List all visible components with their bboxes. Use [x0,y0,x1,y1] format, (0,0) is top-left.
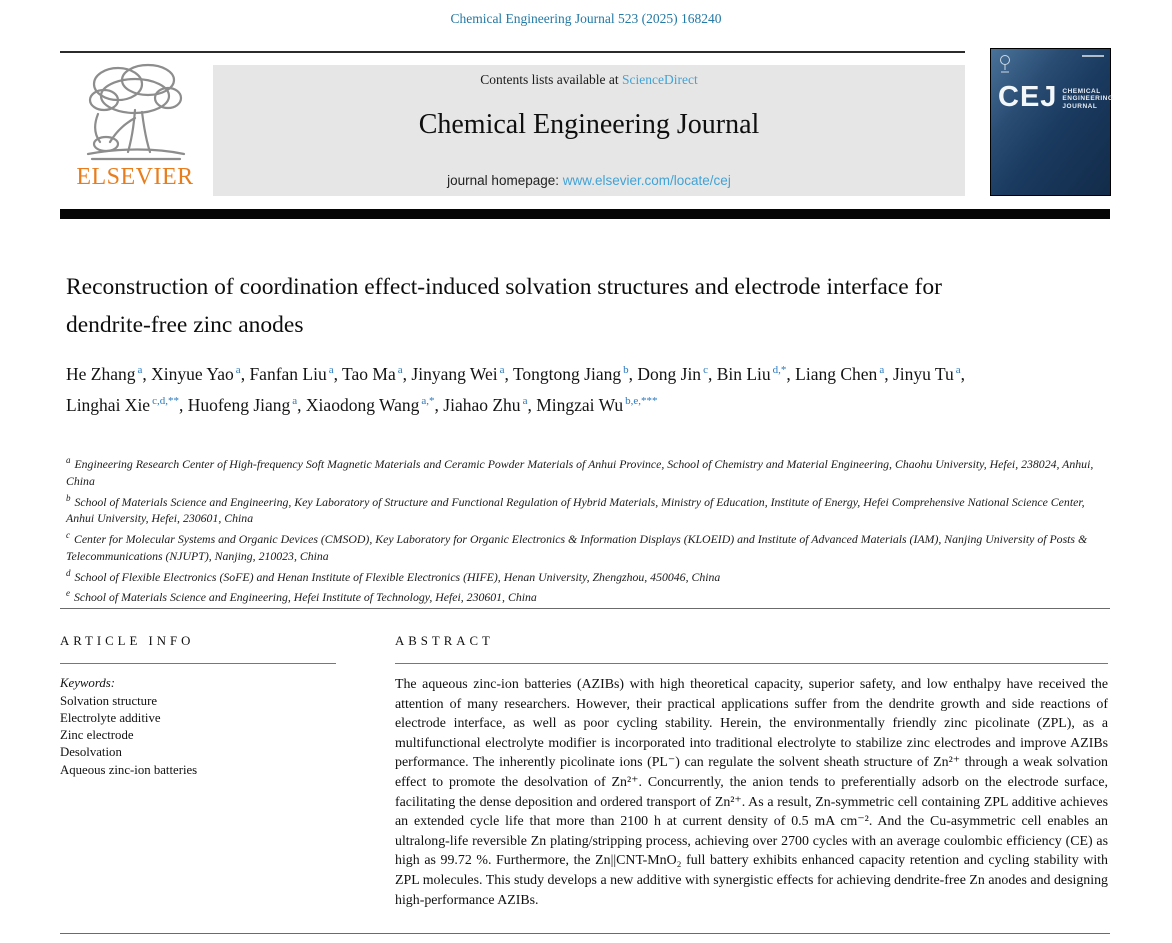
keywords-label: Keywords: [60,676,115,690]
author[interactable] [306,395,443,415]
keyword: Desolvation [60,745,122,760]
keyword: Solvation structure [60,693,158,708]
affiliation-list [66,452,1108,606]
author[interactable] [249,364,342,384]
contents-text: Contents lists available at [480,72,622,87]
cover-journal-name-line: JOURNAL [1062,102,1098,110]
author-separator: , [884,363,893,384]
elsevier-logo[interactable] [62,58,208,198]
elsevier-tree-icon [80,58,190,166]
author-name: Tao Ma [342,363,396,384]
author-separator: , [504,363,513,384]
author-name: Jiahao Zhu [443,395,521,416]
cover-issue-text [1082,55,1104,57]
author-affil-marker[interactable]: a [397,364,403,376]
keyword: Zinc electrode [60,728,134,743]
author-separator: , [786,363,796,384]
affiliation-text: School of Materials Science and Engineering, Key Laboratory of Structure and Functional Regulation of Hybrid Materials, Ministry of Education, Institute of Energy, Hefei Comprehensive National Science Center, Anhui University, Hefei, 230601, China [66,494,1085,526]
author[interactable] [637,364,716,384]
cover-initials: CEJ [998,81,1058,113]
article-info-heading: ARTICLE INFO [60,634,195,648]
author-name: Fanfan Liu [249,363,327,384]
author-name: Xinyue Yao [151,363,234,384]
author-affil-marker[interactable]: b [623,364,629,376]
author-name: He Zhang [66,363,136,384]
author-affil-marker[interactable]: c,d,** [152,395,179,408]
cover-elsevier-emblem-icon [998,54,1012,74]
author-name: Jinyu Tu [892,363,954,384]
article-info-section [60,634,336,779]
author-affil-marker[interactable]: d,* [772,364,787,376]
author-affil-marker[interactable]: b,e,*** [625,395,658,408]
cover-journal-name-line: CHEMICAL [1062,87,1101,95]
author-separator: , [333,363,343,384]
affiliation-text: School of Flexible Electronics (SoFE) and Henan Institute of Flexible Electronics (HIFE), Henan University, Zhengzhou, 450046, China [74,569,721,584]
author[interactable] [342,364,411,384]
author[interactable] [536,395,657,415]
author-affil-marker[interactable]: a [137,364,143,376]
author-affil-marker[interactable]: a [955,364,961,376]
affiliation-marker: a [66,455,71,465]
author-separator: , [434,395,444,416]
journal-cover-thumbnail[interactable] [990,48,1114,196]
cover-title-block [998,83,1113,112]
author[interactable] [795,364,893,384]
author-list [66,357,981,420]
abstract-rule [395,663,1108,664]
author-name: Xiaodong Wang [305,395,420,416]
author[interactable] [188,395,306,415]
author-name: Huofeng Jiang [187,395,291,416]
author[interactable] [893,364,965,384]
affiliation-marker: b [66,492,71,503]
bottom-rule [60,933,1110,934]
keyword: Aqueous zinc-ion batteries [60,762,198,777]
top-rule [60,51,965,53]
author[interactable] [66,395,188,415]
author-separator: , [628,363,638,384]
abstract-section [395,634,1108,910]
author-separator: , [527,395,537,416]
author-name: Linghai Xie [66,395,151,416]
author-separator: , [240,363,250,384]
author-affil-marker[interactable]: a [292,395,298,408]
author[interactable] [443,395,536,415]
affiliation-text: School of Materials Science and Engineering, Hefei Institute of Technology, Hefei, 230601, China [73,590,537,605]
author[interactable] [717,364,795,384]
abstract-heading: ABSTRACT [395,634,494,648]
affiliation [66,452,1108,490]
affiliation-text: Center for Molecular Systems and Organic Devices (CMSOD), Key Laboratory for Organic Electronics & Information Displays (KLOEID) and Institute of Advanced Materials (IAM), Nanjing University of Posts & Telecommunications (NJUPT), Nanjing, 210023, China [66,531,1088,563]
divider-bar [60,209,1110,219]
author-name: Dong Jin [637,363,702,384]
affiliation-marker: e [66,588,70,599]
author-separator: , [960,363,966,384]
header-citation: Chemical Engineering Journal 523 (2025) 168240 [450,11,722,26]
author-separator: , [297,395,306,416]
affiliation-marker: c [66,530,70,541]
author-name: Liang Chen [795,363,878,384]
journal-banner [213,65,965,196]
affiliation-marker: d [66,567,71,578]
affiliation [66,527,1108,565]
affiliation [66,585,1108,606]
article-info-rule [60,663,336,664]
cover-journal-name [1062,88,1113,111]
author-name: Tongtong Jiang [512,363,622,384]
author-affil-marker[interactable]: a,* [421,395,435,408]
author-name: Mingzai Wu [536,395,624,416]
sciencedirect-link[interactable]: ScienceDirect [622,72,698,87]
author-separator: , [178,395,188,416]
author-affil-marker[interactable]: c [703,364,708,376]
affiliation [66,490,1108,528]
author-affil-marker[interactable]: a [328,364,334,376]
author-separator: , [707,363,717,384]
author-affil-marker[interactable]: a [499,364,505,376]
elsevier-wordmark: ELSEVIER [76,164,194,190]
keywords-list [60,693,336,779]
homepage-label: journal homepage: [447,173,563,188]
abstract-text: The aqueous zinc-ion batteries (AZIBs) with high theoretical capacity, superior safety, and low enthalpy have received the attention of many researchers. However, their practical applications suffer from the dendrite growth and side reactions of electrode interface, as well as poor cycling stability. Herein, the environmentally friendly zinc picolinate (ZPL), as a multifunctional electrolyte modifier is incorporated into traditional electrolyte to stabilize zinc electrodes and improve AZIBs performance. The inherently picolinate ions (PL⁻) can regulate the solvent sheath structure of Zn²⁺ through a weak solvation effect to promote the desolvation of Zn²⁺. Concurrently, the anion tends to preferentially adsorb on the electrode surface, facilitating the dense deposition and ordered transport of Zn²⁺. As a result, Zn-symmetric cell containing ZPL additive achieves an extended cycle life that more than 2100 h at current density of 0.5 mA cm⁻². And the Cu-asymmetric cell enables an ultralong-life reversible Zn plating/stripping process, achieving over 2700 cycles with an average coulombic efficiency (CE) as high as 99.72 %. Furthermore, the Zn||CNT-MnO₂ full battery exhibits enhanced capacity retention and cycling stability with ZPL molecules. This study develops a new additive with synergistic effects for achieving dendrite-free Zn anodes and designing high-performance AZIBs. [395,677,1108,908]
author[interactable] [411,364,513,384]
affiliation-text: Engineering Research Center of High-frequency Soft Magnetic Materials and Ceramic Powder Materials of Anhui Province, School of Chemistry and Material Engineering, Chaohu University, Hefei, 238024, Anhui, China [66,456,1094,488]
author-separator: , [402,363,412,384]
section-divider [60,608,1110,609]
homepage-link[interactable]: www.elsevier.com/locate/cej [562,173,731,188]
author-separator: , [142,363,152,384]
keyword: Electrolyte additive [60,710,161,725]
author[interactable] [66,364,151,384]
author-name: Bin Liu [716,363,771,384]
contents-line [213,72,965,88]
author[interactable] [151,364,249,384]
author-affil-marker[interactable]: a [879,364,885,376]
author[interactable] [513,364,637,384]
author-affil-marker[interactable]: a [235,364,241,376]
cover-journal-name-line: ENGINEERING [1062,95,1114,103]
author-affil-marker[interactable]: a [522,395,528,408]
homepage-line [213,173,965,188]
banner-journal-title: Chemical Engineering Journal [418,109,760,140]
author-name: Jinyang Wei [411,363,498,384]
article-title: Reconstruction of coordination effect-induced solvation structures and electrode interface for dendrite-free zinc anodes [66,274,942,338]
affiliation [66,565,1108,586]
